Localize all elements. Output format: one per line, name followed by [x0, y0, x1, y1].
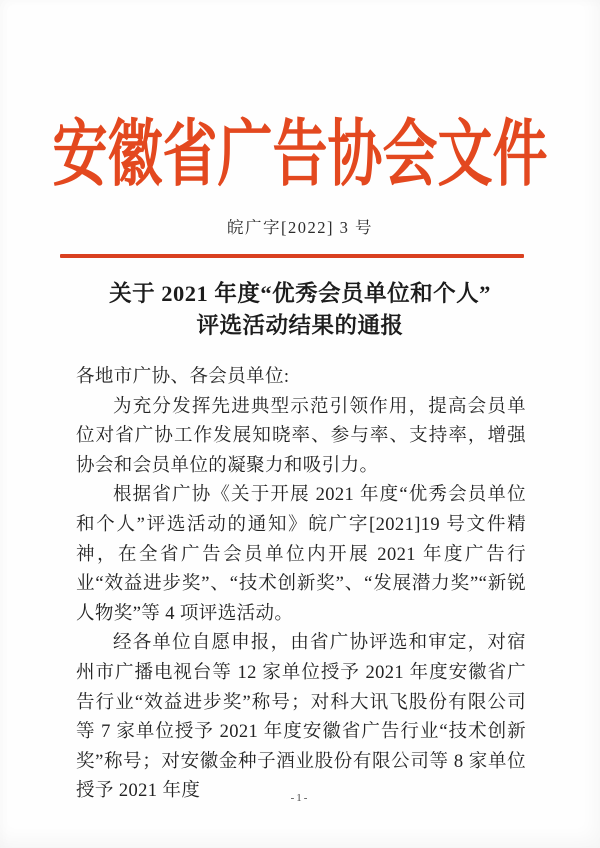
salutation-line: 各地市广协、各会员单位:: [76, 367, 290, 387]
document-body: [76, 363, 526, 807]
red-divider-line: [60, 254, 524, 258]
body-paragraph: 根据省广协《关于开展 2021 年度“优秀会员单位和个人”评选活动的通知》皖广字[2021]19 号文件精神，在全省广告会员单位内开展 2021 年度广告行业“效益进步奖”、“技术创新奖”、“发展潜力奖”“新锐人物奖”等 4 项评选活动。: [76, 485, 526, 624]
document-title-line1: 关于 2021 年度“优秀会员单位和个人”: [109, 281, 491, 306]
document-banner-title: 安徽省广告协会文件: [52, 114, 548, 195]
document-title: [0, 278, 600, 342]
document-title-line2: 评选活动结果的通报: [196, 313, 404, 338]
page-number: -1-: [290, 792, 310, 804]
body-paragraph: 为充分发挥先进典型示范引领作用，提高会员单位对省广协工作发展知晓率、参与率、支持率，增强协会和会员单位的凝聚力和吸引力。: [76, 396, 526, 476]
body-paragraph: 经各单位自愿申报，由省广协评选和审定，对宿州市广播电视台等 12 家单位授予 2021 年度安徽省广告行业“效益进步奖”称号；对科大讯飞股份有限公司等 7 家单位授予 2021 年度安徽省广告行业“技术创新奖”称号；对安徽金种子酒业股份有限公司等 8 家单位授予 2021 年度: [76, 633, 526, 802]
document-number: 皖广字[2022] 3 号: [227, 218, 373, 237]
